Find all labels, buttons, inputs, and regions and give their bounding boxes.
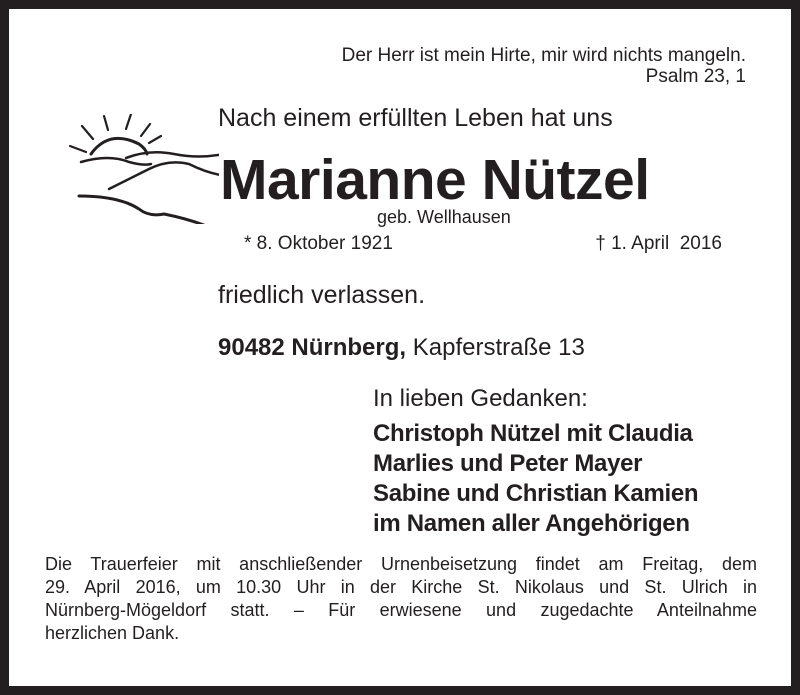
- funeral-info-line: 29. April 2016, um 10.30 Uhr in der Kirche St. Nikolaus und St. Ulrich in: [45, 577, 757, 597]
- mourners-list: [373, 419, 698, 539]
- psalm-verse: [342, 45, 746, 87]
- intro-text: Nach einem erfüllten Leben hat uns: [218, 104, 613, 132]
- address-street: Kapferstraße 13: [412, 334, 585, 361]
- passed-away-text: friedlich verlassen.: [218, 281, 426, 309]
- mourner: im Namen aller Angehörigen: [373, 510, 690, 537]
- death-notice: [9, 9, 791, 686]
- address-city: 90482 Nürnberg,: [218, 334, 407, 361]
- mourner: Sabine und Christian Kamien: [373, 480, 699, 507]
- sunset-hills-icon: [39, 114, 219, 224]
- verse-source: Psalm 23, 1: [645, 66, 746, 87]
- birth-date: * 8. Oktober 1921: [244, 233, 393, 254]
- funeral-info-line: Die Trauerfeier mit anschließender Urnenbeisetzung findet am Freitag, dem: [45, 554, 757, 574]
- death-date: † 1. April 2016: [595, 233, 722, 254]
- address: [218, 334, 585, 362]
- maiden-name: geb. Wellhausen: [377, 207, 511, 227]
- funeral-info-line: herzlichen Dank.: [45, 623, 180, 643]
- funeral-info-line: Nürnberg-Mögeldorf statt. – Für erwiesene und zugedachte Anteilnahme: [45, 600, 757, 620]
- mourner: Marlies und Peter Mayer: [373, 450, 643, 477]
- thoughts-heading: In lieben Gedanken:: [373, 385, 588, 412]
- mourner: Christoph Nützel mit Claudia: [373, 420, 693, 447]
- deceased-name: Marianne Nützel: [220, 148, 650, 212]
- funeral-info: [45, 553, 757, 645]
- verse-text: Der Herr ist mein Hirte, mir wird nichts mangeln.: [341, 45, 746, 66]
